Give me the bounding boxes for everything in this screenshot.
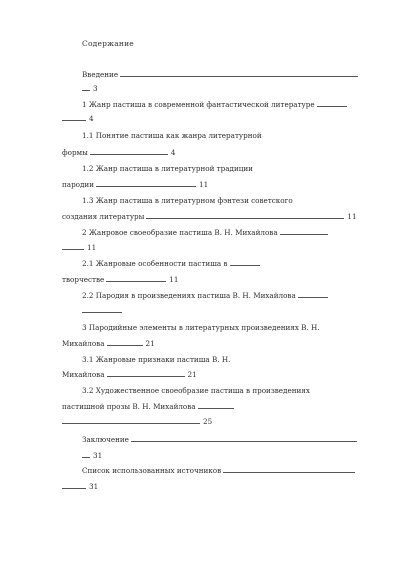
leader-rule	[62, 243, 84, 250]
toc-entry-1-1-cont	[62, 148, 175, 157]
leader-rule	[223, 466, 355, 473]
toc-entry-label: 3.1 Жанровые признаки пастиша В. Н.	[82, 355, 231, 364]
toc-entry-intro-cont	[82, 84, 98, 93]
toc-entry-label: 1.2 Жанр пастиша в литературной традиции	[82, 164, 253, 173]
toc-entry-1-2-cont	[62, 180, 208, 189]
toc-entry-1-cont	[62, 114, 94, 123]
toc-entry-label: 1.3 Жанр пастиша в литературном фэнтези советского	[82, 196, 293, 205]
leader-rule	[107, 339, 143, 346]
leader-rule	[82, 306, 122, 313]
toc-entry-label: пастишной прозы В. Н. Михайлова	[62, 402, 196, 411]
leader-rule	[280, 228, 328, 235]
leader-rule	[131, 435, 357, 442]
leader-rule	[298, 291, 328, 298]
toc-page-number: 31	[89, 482, 99, 491]
toc-page-number: 25	[203, 417, 213, 426]
toc-entry-references	[82, 466, 357, 475]
toc-entry-3-2-cont	[62, 402, 236, 411]
toc-title: Содержание	[82, 39, 134, 48]
leader-rule	[62, 417, 200, 424]
toc-entry-label: 2 Жанровое своеобразие пастиша В. Н. Михайлова	[82, 228, 278, 237]
leader-rule	[317, 100, 347, 107]
toc-entry-3-cont	[62, 339, 155, 348]
leader-rule	[120, 70, 358, 77]
toc-page-number: 4	[89, 114, 94, 123]
toc-entry-2-2	[82, 291, 330, 300]
toc-entry-3-1	[82, 355, 230, 364]
toc-entry-label: Михайлова	[62, 370, 105, 379]
leader-rule	[90, 148, 168, 155]
toc-entry-3	[82, 323, 320, 332]
toc-entry-label: 2.1 Жанровые особенности пастиша в	[82, 259, 228, 268]
toc-entry-2-1	[82, 259, 262, 268]
toc-entry-2-cont	[62, 243, 96, 252]
toc-entry-label: 3 Пародийные элементы в литературных произведениях В. Н.	[82, 323, 320, 332]
toc-entry-2-1-cont	[62, 275, 178, 284]
toc-entry-1-3	[82, 196, 293, 205]
leader-rule	[62, 482, 86, 489]
leader-rule	[198, 402, 234, 409]
toc-entry-label: Список использованных источников	[82, 466, 222, 475]
toc-entry-label: формы	[62, 148, 88, 157]
leader-rule	[146, 212, 344, 219]
toc-entry-3-2	[82, 386, 310, 395]
toc-entry-3-2-cont2	[62, 417, 212, 426]
toc-entry-conclusion-cont	[82, 451, 102, 460]
leader-rule	[107, 370, 185, 377]
toc-entry-label: 1.1 Понятие пастиша как жанра литературной	[82, 131, 262, 140]
toc-entry-intro	[82, 70, 360, 79]
toc-entry-label: Михайлова	[62, 339, 105, 348]
toc-page-number: 21	[187, 370, 197, 379]
leader-rule	[62, 114, 86, 121]
toc-page-number: 4	[170, 148, 176, 157]
toc-entry-label: творчестве	[62, 275, 105, 284]
toc-entry-conclusion	[82, 435, 359, 444]
toc-entry-label: 2.2 Пародия в произведениях пастиша В. Н. Михайлова	[82, 291, 296, 300]
toc-entry-3-1-cont	[62, 370, 197, 379]
toc-entry-2	[82, 228, 330, 237]
leader-rule	[106, 275, 166, 282]
toc-page-number: 11	[347, 212, 357, 221]
toc-entry-label: пародии	[62, 180, 95, 189]
toc-entry-2-2-cont	[82, 306, 125, 315]
toc-entry-label: Заключение	[82, 435, 129, 444]
toc-entry-1-1	[82, 131, 262, 140]
toc-entry-references-cont	[62, 482, 98, 491]
toc-page-number: 11	[87, 243, 97, 252]
leader-rule	[82, 84, 90, 91]
toc-entry-label: 3.2 Художественное своеобразие пастиша в произведениях	[82, 386, 310, 395]
leader-rule	[82, 451, 90, 458]
toc-entry-label: 1 Жанр пастиша в современной фантастической литературе	[82, 100, 315, 109]
toc-page-number: 11	[169, 275, 179, 284]
toc-entry-1-3-cont	[62, 212, 357, 221]
toc-page-number: 3	[93, 84, 98, 93]
toc-entry-1	[82, 100, 349, 109]
toc-entry-label: Введение	[82, 70, 119, 79]
leader-rule	[230, 259, 260, 266]
toc-page-number: 31	[93, 451, 103, 460]
toc-page-number: 21	[145, 339, 155, 348]
toc-entry-1-2	[82, 164, 253, 173]
toc-entry-label: создания литературы	[62, 212, 145, 221]
leader-rule	[96, 180, 196, 187]
toc-page-number: 11	[199, 180, 209, 189]
